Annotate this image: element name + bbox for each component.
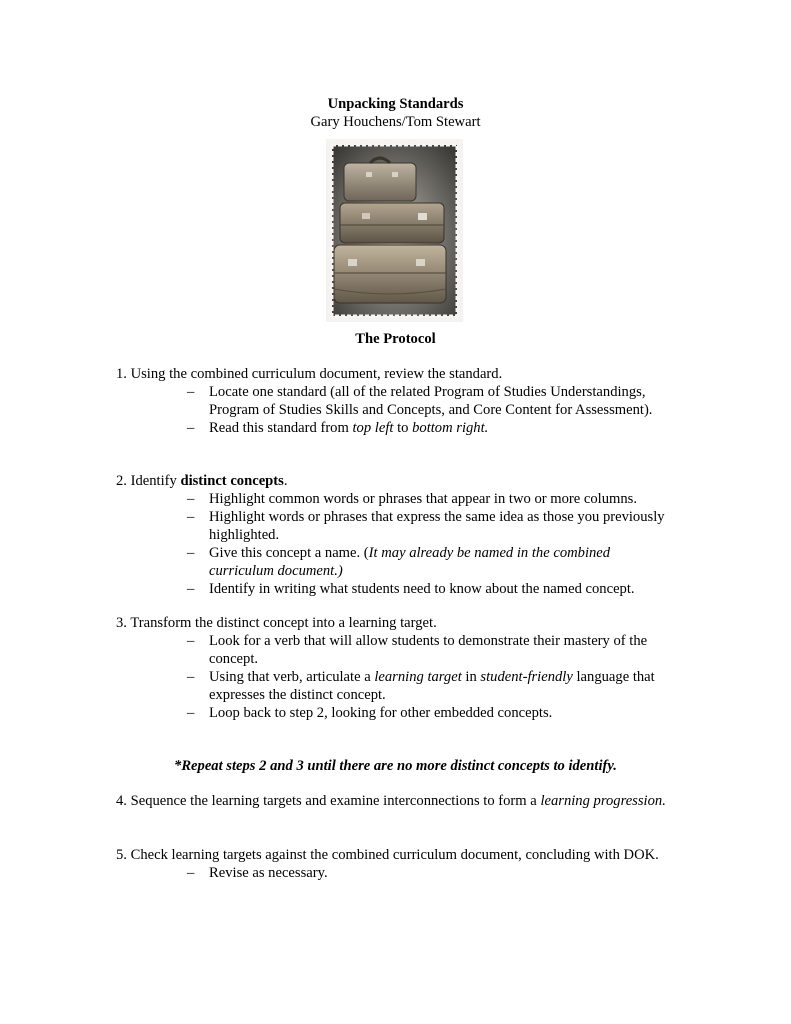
sub-item [187,704,676,722]
step-2 [116,472,676,598]
text-run: It may already be named in the combined curriculum document.) [209,545,611,579]
step-2-sub-list [116,490,676,598]
text-run: 3. Transform the distinct concept into a learning target. [116,615,437,631]
dash-glyph: – [187,581,195,597]
dash-glyph: – [187,384,195,400]
text-run: learning progression. [540,793,666,809]
step-5-sub-list [116,864,676,882]
dash-glyph: – [187,865,195,881]
text-run: distinct concepts [180,473,284,489]
text-run: bottom right. [412,420,489,436]
text-run: Locate one standard (all of the related Program of Studies Understandings, Program of Studies Skills and Concepts, and Core Content for Assessment). [209,384,653,418]
sub-item [187,580,676,598]
document-authors: Gary Houchens/Tom Stewart [310,114,481,130]
step-5 [116,846,676,882]
sub-item [187,544,676,580]
text-run: . [283,473,288,489]
protocol-heading: The Protocol [355,331,436,347]
dash-glyph: – [187,491,195,507]
dash-glyph: – [187,669,195,685]
step-1 [116,365,676,437]
text-run: Loop back to step 2, looking for other embedded concepts. [209,705,553,721]
step-1-text [116,365,676,383]
document-title: Unpacking Standards [327,96,464,112]
text-run: learning target [374,669,462,685]
text-run: Identify in writing what students need to know about the named concept. [209,581,635,597]
dash-glyph: – [187,420,195,436]
dash-glyph: – [187,509,195,525]
step-3-sub-list [116,632,676,722]
sub-item [187,383,676,419]
step-1-sub-list [116,383,676,437]
text-run: student-friendly [480,669,573,685]
dash-glyph: – [187,705,195,721]
text-run: to [393,420,413,436]
dash-glyph: – [187,633,195,649]
step-3 [116,614,676,722]
text-run: top left [352,420,394,436]
text-run: Highlight common words or phrases that appear in two or more columns. [209,491,638,507]
sub-item [187,490,676,508]
text-run: Look for a verb that will allow students to demonstrate their mastery of the concept. [209,633,648,667]
sub-item-text: Revise as necessary. [209,865,328,881]
step-3-text [116,614,676,632]
step-4 [116,792,676,810]
sub-item [187,508,676,544]
stacked-suitcases-icon [326,139,463,322]
dash-glyph: – [187,545,195,561]
sub-item [187,632,676,668]
text-run: Give this concept a name. ( [209,545,369,561]
sub-item [187,668,676,704]
text-run: language that expresses the distinct concept. [209,669,655,703]
repeat-note: *Repeat steps 2 and 3 until there are no more distinct concepts to identify. [174,758,617,774]
step-2-text [116,472,676,490]
sub-item [187,864,676,882]
step-4-text [116,792,676,810]
text-run: Highlight words or phrases that express the same idea as those you previously highlighted. [209,509,665,543]
text-run: 4. Sequence the learning targets and examine interconnections to form a [116,793,541,809]
text-run: Read this standard from [209,420,353,436]
step-5-text: 5. Check learning targets against the combined curriculum document, concluding with DOK. [116,847,659,863]
text-run: 2. Identify [116,473,181,489]
text-run: in [461,669,481,685]
suitcases-photo [326,139,463,322]
text-run: 1. Using the combined curriculum document, review the standard. [116,366,503,382]
text-run: Using that verb, articulate a [209,669,375,685]
sub-item [187,419,676,437]
